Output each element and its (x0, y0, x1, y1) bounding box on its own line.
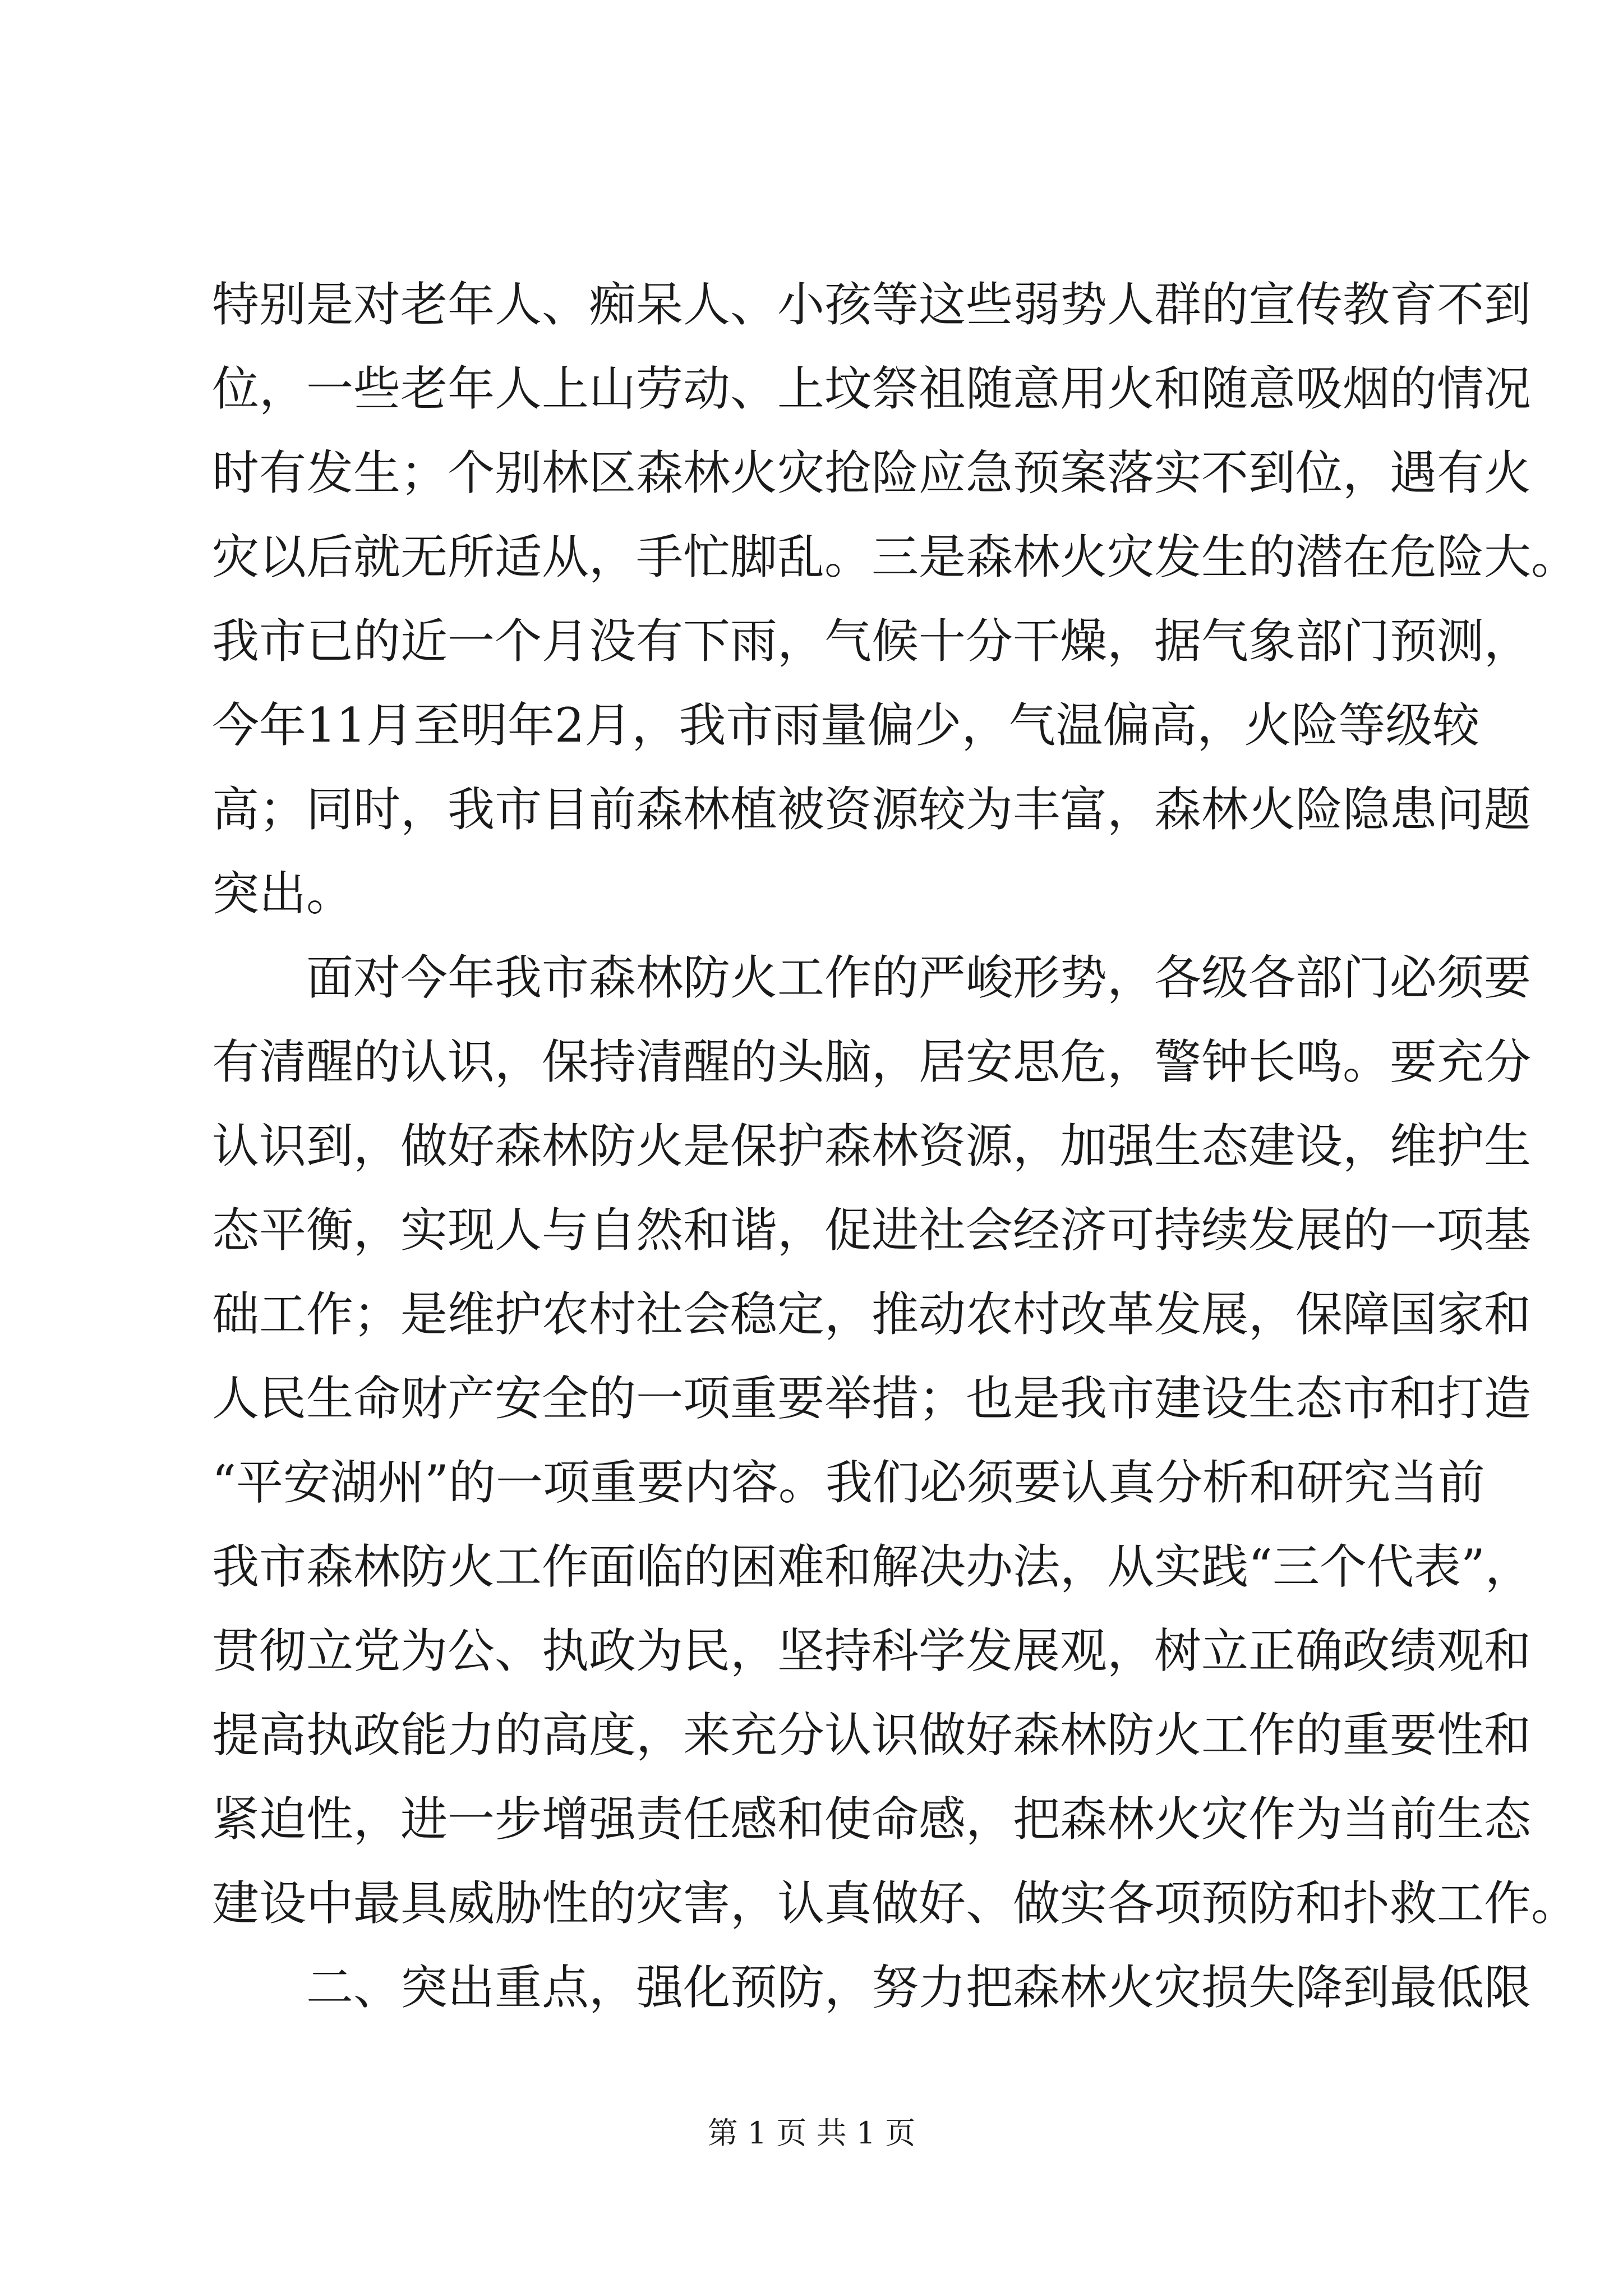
text-line: 有清醒的认识，保持清醒的头脑，居安思危，警钟长鸣。要充分 (212, 1034, 1532, 1089)
text-line: 态平衡，实现人与自然和谐，促进社会经济可持续发展的一项基 (212, 1203, 1532, 1258)
text-line: 我市森林防火工作面临的困难和解决办法，从实践“三个代表”， (212, 1539, 1532, 1594)
text-line: 突出。 (212, 866, 354, 921)
page-number-footer: 第 1 页 共 1 页 (707, 2115, 916, 2151)
text-line: 贯彻立党为公、执政为民，坚持科学发展观，树立正确政绩观和 (212, 1623, 1532, 1678)
text-line: 我市已的近一个月没有下雨，气候十分干燥，据气象部门预测， (212, 614, 1532, 669)
text-line: 灾以后就无所适从，手忙脚乱。三是森林火灾发生的潜在危险大。 (212, 530, 1579, 585)
document-body (212, 263, 1579, 2030)
text-line: 人民生命财产安全的一项重要举措；也是我市建设生态市和打造 (212, 1371, 1532, 1426)
text-line: 认识到，做好森林防火是保护森林资源，加强生态建设，维护生 (212, 1119, 1532, 1174)
text-line: 高；同时，我市目前森林植被资源较为丰富，森林火险隐患问题 (212, 782, 1532, 837)
section-heading: 二、突出重点，强化预防，努力把森林火灾损失降到最低限 (306, 1960, 1532, 2015)
text-line: 时有发生；个别林区森林火灾抢险应急预案落实不到位，遇有火 (212, 445, 1532, 500)
text-line: 特别是对老年人、痴呆人、小孩等这些弱势人群的宣传教育不到 (212, 277, 1532, 332)
text-line: 面对今年我市森林防火工作的严峻形势，各级各部门必须要 (306, 950, 1532, 1005)
text-line: 础工作；是维护农村社会稳定，推动农村改革发展，保障国家和 (212, 1287, 1532, 1342)
text-line: 位，一些老年人上山劳动、上坟祭祖随意用火和随意吸烟的情况 (212, 361, 1532, 416)
text-line: 建设中最具威胁性的灾害，认真做好、做实各项预防和扑救工作。 (212, 1876, 1579, 1931)
text-line: 紧迫性，进一步增强责任感和使命感，把森林火灾作为当前生态 (212, 1792, 1532, 1847)
text-line: 今年11月至明年2月，我市雨量偏少，气温偏高，火险等级较 (212, 698, 1480, 753)
text-line: “平安湖州”的一项重要内容。我们必须要认真分析和研究当前 (212, 1455, 1485, 1510)
text-line: 提高执政能力的高度，来充分认识做好森林防火工作的重要性和 (212, 1708, 1532, 1763)
